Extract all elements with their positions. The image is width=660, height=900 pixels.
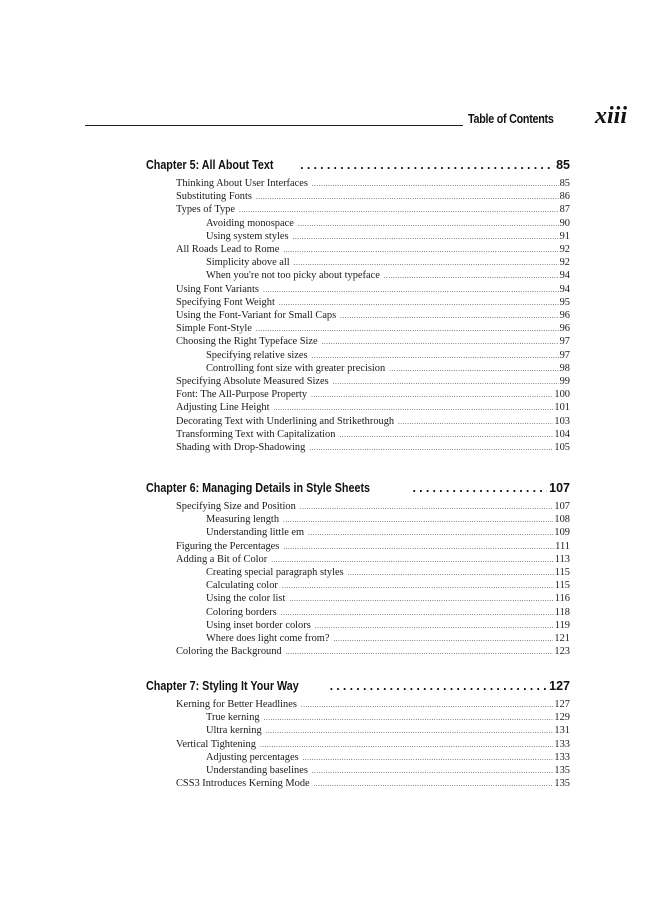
- entry-title: Using Font Variants: [176, 283, 259, 295]
- dot-leader: [286, 648, 554, 656]
- dot-leader: [264, 714, 554, 722]
- dot-leader: [256, 193, 559, 201]
- entry-title: Understanding baselines: [206, 765, 308, 776]
- dot-leader: [256, 325, 559, 333]
- entry-page-number: 121: [554, 633, 570, 644]
- toc-subentry[interactable]: [206, 633, 570, 646]
- entry-title: Understanding little em: [206, 527, 305, 539]
- dot-leader: [303, 754, 554, 762]
- dot-leader: [239, 206, 559, 214]
- dot-leader: [312, 180, 559, 188]
- dot-leader: [300, 158, 554, 172]
- entry-page-number: 95: [559, 296, 570, 308]
- entry-page-number: 103: [554, 415, 570, 427]
- toc-subentry[interactable]: [206, 620, 570, 633]
- dot-leader: [300, 503, 554, 511]
- dot-leader: [289, 595, 553, 603]
- toc-entry[interactable]: [176, 310, 570, 323]
- dot-leader: [315, 622, 554, 630]
- toc-subentry[interactable]: [206, 765, 570, 778]
- dot-leader: [301, 701, 554, 709]
- entry-page-number: 109: [554, 527, 570, 539]
- toc-subentry[interactable]: [206, 607, 570, 620]
- dot-leader: [281, 609, 554, 617]
- entry-page-number: 86: [559, 191, 570, 203]
- dot-leader: [271, 556, 554, 564]
- entry-title: Shading with Drop-Shadowing: [176, 442, 306, 453]
- entry-page-number: 111: [555, 540, 570, 552]
- entry-title: Where does light come from?: [206, 633, 330, 644]
- entry-title: Figuring the Percentages: [176, 540, 280, 552]
- toc-entry[interactable]: [176, 191, 570, 204]
- entry-title: Using inset border colors: [206, 619, 311, 631]
- entry-page-number: 133: [554, 738, 570, 750]
- dot-leader: [333, 378, 559, 386]
- toc-subentry[interactable]: [206, 218, 570, 231]
- entry-page-number: 133: [554, 751, 570, 763]
- entry-page-number: 91: [559, 230, 570, 242]
- toc-subentry[interactable]: [206, 363, 570, 376]
- entry-page-number: 98: [559, 362, 570, 374]
- entry-title: Adding a Bit of Color: [176, 553, 268, 565]
- entry-title: Simplicity above all: [206, 257, 290, 269]
- entry-title: Choosing the Right Typeface Size: [176, 336, 318, 348]
- entry-page-number: 94: [559, 283, 570, 295]
- dot-leader: [260, 741, 553, 749]
- toc-subentry[interactable]: [206, 270, 570, 283]
- entry-page-number: 90: [559, 217, 570, 229]
- toc-entry[interactable]: [176, 323, 570, 336]
- entry-title: Avoiding monospace: [206, 217, 294, 229]
- toc-entry[interactable]: [176, 554, 570, 567]
- entry-page-number: 118: [554, 606, 570, 618]
- dot-leader: [308, 529, 553, 537]
- entry-page-number: 135: [554, 765, 570, 776]
- page-number: xiii: [595, 103, 628, 129]
- entry-title: Using the Font-Variant for Small Caps: [176, 310, 337, 321]
- toc-entry[interactable]: [176, 699, 570, 712]
- dot-leader: [312, 767, 554, 775]
- chapter-heading[interactable]: [146, 158, 570, 174]
- dot-leader: [274, 404, 554, 412]
- entry-page-number: 92: [559, 244, 570, 255]
- toc-entry[interactable]: [176, 778, 570, 791]
- toc-entry[interactable]: [176, 376, 570, 389]
- entry-title: Using the color list: [206, 593, 286, 605]
- toc-entry[interactable]: [176, 402, 570, 415]
- dot-leader: [266, 727, 554, 735]
- dot-leader: [330, 679, 548, 693]
- entry-title: Transforming Text with Capitalization: [176, 428, 336, 440]
- entry-title: Coloring borders: [206, 606, 277, 618]
- dot-leader: [282, 582, 554, 590]
- entry-title: Adjusting percentages: [206, 751, 299, 763]
- entry-page-number: 97: [559, 349, 570, 361]
- entry-page-number: 100: [554, 389, 570, 401]
- dot-leader: [339, 431, 553, 439]
- entry-title: Adjusting Line Height: [176, 402, 270, 414]
- entry-title: Measuring length: [206, 514, 280, 526]
- entry-page-number: 96: [559, 323, 570, 335]
- entry-page-number: 115: [554, 580, 570, 592]
- toc-subentry[interactable]: [206, 350, 570, 363]
- entry-title: All Roads Lead to Rome: [176, 244, 280, 255]
- entry-title: Kerning for Better Headlines: [176, 699, 297, 710]
- entry-page-number: 116: [554, 593, 570, 605]
- chapter-title: Chapter 5: All About Text: [146, 158, 274, 172]
- entry-page-number: 127: [554, 699, 570, 710]
- entry-title: When you're not too picky about typeface: [206, 270, 380, 282]
- toc-entry[interactable]: [176, 336, 570, 349]
- toc-entry[interactable]: [176, 284, 570, 297]
- entry-page-number: 123: [554, 646, 570, 658]
- toc-subentry[interactable]: [206, 567, 570, 580]
- toc-subentry[interactable]: [206, 752, 570, 765]
- entry-title: Using system styles: [206, 230, 289, 242]
- entry-page-number: 99: [559, 376, 570, 387]
- toc-subentry[interactable]: [206, 231, 570, 244]
- toc-entry[interactable]: [176, 178, 570, 191]
- toc-entry[interactable]: [176, 541, 570, 554]
- entry-title: Decorating Text with Underlining and Strikethrough: [176, 415, 395, 427]
- toc-subentry[interactable]: [206, 527, 570, 540]
- toc-subentry[interactable]: [206, 725, 570, 738]
- entry-title: Calculating color: [206, 580, 278, 592]
- entry-page-number: 135: [554, 778, 570, 790]
- toc-subentry[interactable]: [206, 514, 570, 527]
- running-title: Table of Contents: [468, 112, 554, 126]
- chapter-heading[interactable]: [146, 679, 570, 695]
- chapter-page-number: 107: [549, 481, 570, 495]
- chapter-page-number: 85: [556, 158, 570, 172]
- dot-leader: [293, 233, 559, 241]
- toc-entry[interactable]: [176, 429, 570, 442]
- entry-page-number: 119: [554, 619, 570, 631]
- dot-leader: [279, 299, 559, 307]
- dot-leader: [312, 352, 559, 360]
- entry-title: Ultra kerning: [206, 725, 262, 737]
- toc-entry[interactable]: [176, 646, 570, 659]
- entry-page-number: 107: [554, 501, 570, 512]
- entry-page-number: 113: [554, 553, 570, 565]
- dot-leader: [294, 259, 559, 267]
- entry-page-number: 85: [559, 178, 570, 189]
- toc-entry[interactable]: [176, 389, 570, 402]
- dot-leader: [412, 481, 547, 495]
- dot-leader: [334, 635, 554, 643]
- entry-title: Specifying Absolute Measured Sizes: [176, 376, 329, 387]
- entry-page-number: 108: [554, 514, 570, 526]
- toc-subentry[interactable]: [206, 580, 570, 593]
- dot-leader: [384, 272, 559, 280]
- entry-page-number: 94: [559, 270, 570, 282]
- entry-title: Simple Font-Style: [176, 323, 252, 335]
- entry-title: Font: The All-Purpose Property: [176, 389, 308, 401]
- chapter-heading[interactable]: [146, 481, 570, 497]
- entry-title: Specifying Font Weight: [176, 296, 275, 308]
- toc-subentry[interactable]: [206, 593, 570, 606]
- chapter-page-number: 127: [549, 679, 570, 693]
- entry-page-number: 105: [554, 442, 570, 453]
- toc-entry[interactable]: [176, 244, 570, 257]
- entry-page-number: 131: [554, 725, 570, 737]
- entry-page-number: 129: [554, 712, 570, 724]
- dot-leader: [263, 286, 559, 294]
- entry-title: Specifying relative sizes: [206, 349, 308, 361]
- entry-title: Creating special paragraph styles: [206, 567, 344, 578]
- dot-leader: [322, 338, 559, 346]
- toc-entry[interactable]: [176, 442, 570, 455]
- dot-leader: [311, 391, 553, 399]
- toc-subentry[interactable]: [206, 257, 570, 270]
- entry-title: Substituting Fonts: [176, 191, 252, 203]
- entry-title: CSS3 Introduces Kerning Mode: [176, 778, 310, 790]
- chapter-title: Chapter 6: Managing Details in Style Sheets: [146, 481, 371, 495]
- entry-title: Specifying Size and Position: [176, 501, 296, 512]
- entry-page-number: 104: [554, 428, 570, 440]
- dot-leader: [283, 543, 554, 551]
- entry-title: Thinking About User Interfaces: [176, 178, 308, 189]
- entry-title: Controlling font size with greater precision: [206, 362, 386, 374]
- toc-subentry[interactable]: [206, 712, 570, 725]
- dot-leader: [283, 516, 553, 524]
- entry-title: Vertical Tightening: [176, 738, 256, 750]
- dot-leader: [398, 418, 553, 426]
- entry-page-number: 96: [559, 310, 570, 321]
- entry-page-number: 97: [559, 336, 570, 348]
- toc-entry[interactable]: [176, 204, 570, 217]
- entry-title: Coloring the Background: [176, 646, 282, 658]
- toc-entry[interactable]: [176, 739, 570, 752]
- chapter-title: Chapter 7: Styling It Your Way: [146, 679, 299, 693]
- running-header: [85, 103, 628, 135]
- dot-leader: [283, 246, 558, 254]
- entry-page-number: 115: [554, 567, 570, 578]
- entry-title: Types of Type: [176, 204, 235, 216]
- entry-page-number: 87: [559, 204, 570, 216]
- dot-leader: [389, 365, 558, 373]
- dot-leader: [340, 312, 558, 320]
- dot-leader: [298, 220, 559, 228]
- entry-page-number: 92: [559, 257, 570, 269]
- dot-leader: [314, 780, 554, 788]
- toc-entry[interactable]: [176, 297, 570, 310]
- toc-entry[interactable]: [176, 501, 570, 514]
- entry-title: True kerning: [206, 712, 260, 724]
- toc-entry[interactable]: [176, 416, 570, 429]
- header-rule: [85, 125, 463, 126]
- dot-leader: [309, 444, 553, 452]
- entry-page-number: 101: [554, 402, 570, 414]
- dot-leader: [348, 569, 554, 577]
